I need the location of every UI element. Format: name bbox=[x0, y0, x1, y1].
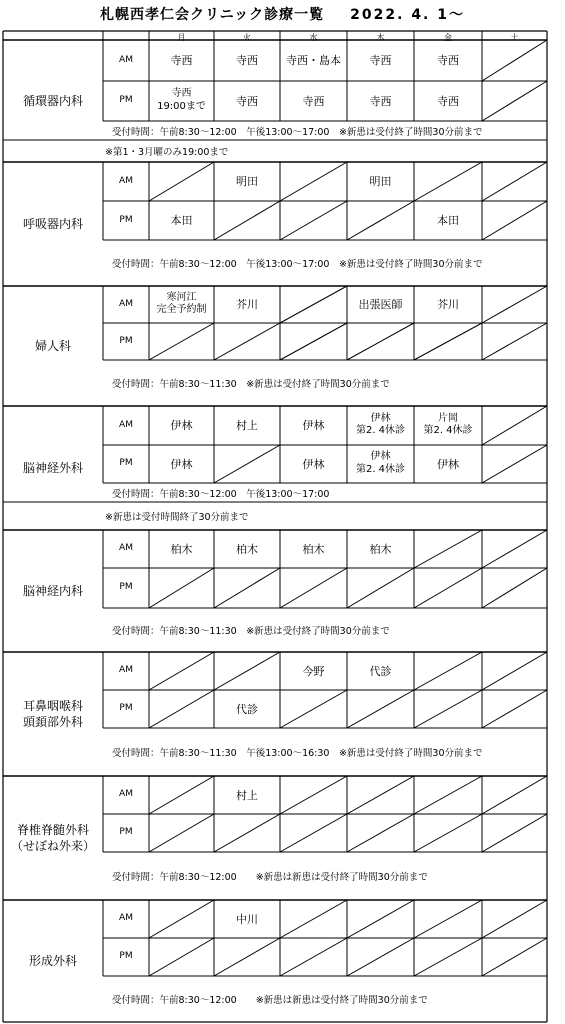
pm-label: PM bbox=[119, 214, 133, 225]
empty-slot-slash bbox=[280, 286, 347, 323]
reception-note: ※第1・3月曜のみ19:00まで bbox=[105, 147, 229, 158]
empty-slot-slash bbox=[482, 201, 547, 240]
empty-slot-slash bbox=[214, 814, 280, 852]
doctor-name: 村上 bbox=[236, 419, 258, 432]
empty-slot-slash bbox=[280, 568, 347, 608]
department-name: 循環器内科 bbox=[22, 94, 83, 108]
empty-slot-slash bbox=[280, 162, 347, 201]
empty-slot-slash bbox=[149, 162, 214, 201]
empty-slot-slash bbox=[414, 938, 482, 976]
empty-slot-slash bbox=[280, 201, 347, 240]
doctor-name: 寺西 bbox=[437, 94, 459, 108]
doctor-name: 寺西 bbox=[236, 94, 258, 108]
department-name: 脳神経外科 bbox=[22, 461, 83, 475]
empty-slot-slash bbox=[347, 938, 414, 976]
weekday-header: 土 bbox=[510, 32, 519, 42]
doctor-name: 柏木 bbox=[369, 542, 392, 556]
doctor-name: 中川 bbox=[236, 912, 258, 926]
am-label: AM bbox=[119, 543, 133, 553]
empty-slot-slash bbox=[414, 162, 482, 201]
reception-note: ※新患は受付時間終了30分前まで bbox=[105, 512, 249, 523]
doctor-name: 伊林 第2. 4休診 bbox=[355, 412, 406, 436]
doctor-name: 村上 bbox=[236, 788, 258, 802]
reception-note: 受付時間：午前8:30～12:00 ※新患は新患は受付終了時間30分前まで bbox=[112, 872, 428, 883]
doctor-name: 代診 bbox=[369, 664, 392, 678]
doctor-name: 伊林 第2. 4休診 bbox=[355, 451, 406, 475]
empty-slot-slash bbox=[482, 652, 547, 690]
reception-note: 受付時間：午前8:30～11:30 ※新患は受付終了時間30分前まで bbox=[112, 379, 390, 390]
empty-slot-slash bbox=[482, 40, 547, 81]
empty-slot-slash bbox=[347, 690, 414, 728]
empty-slot-slash bbox=[280, 814, 347, 852]
doctor-name: 本田 bbox=[437, 214, 459, 227]
empty-slot-slash bbox=[482, 900, 547, 938]
doctor-name: 寒河江 完全予約制 bbox=[156, 291, 207, 315]
doctor-name: 伊林 bbox=[302, 457, 325, 471]
empty-slot-slash bbox=[482, 776, 547, 814]
pm-label: PM bbox=[119, 582, 133, 592]
empty-slot-slash bbox=[149, 652, 214, 690]
department-name: 脳神経内科 bbox=[22, 584, 83, 598]
empty-slot-slash bbox=[280, 938, 347, 976]
empty-slot-slash bbox=[414, 652, 482, 690]
pm-label: PM bbox=[119, 458, 133, 468]
doctor-name: 柏木 bbox=[236, 542, 258, 556]
empty-slot-slash bbox=[482, 81, 547, 121]
empty-slot-slash bbox=[414, 690, 482, 728]
am-label: AM bbox=[119, 175, 133, 186]
empty-slot-slash bbox=[482, 530, 547, 568]
empty-slot-slash bbox=[149, 690, 214, 728]
weekday-header: 木 bbox=[376, 32, 385, 42]
doctor-name: 伊林 bbox=[302, 419, 325, 432]
department-name: 脊椎脊髄外科 （せぼね外来） bbox=[10, 823, 95, 854]
am-label: AM bbox=[119, 665, 133, 675]
doctor-name: 伊林 bbox=[170, 419, 193, 432]
weekday-header: 金 bbox=[444, 32, 452, 42]
doctor-name: 寺西 bbox=[369, 54, 392, 67]
doctor-name: 寺西 bbox=[302, 94, 325, 108]
doctor-name: 代診 bbox=[236, 702, 258, 716]
doctor-name: 片岡 第2. 4休診 bbox=[423, 412, 473, 436]
doctor-name: 寺西・島本 bbox=[286, 54, 341, 67]
doctor-name: 寺西 bbox=[236, 54, 258, 67]
doctor-name: 寺西 bbox=[170, 54, 193, 67]
empty-slot-slash bbox=[214, 652, 280, 690]
empty-slot-slash bbox=[149, 568, 214, 608]
doctor-name: 芥川 bbox=[236, 298, 258, 311]
pm-label: PM bbox=[119, 703, 133, 713]
doctor-name: 本田 bbox=[170, 214, 193, 227]
weekday-header: 水 bbox=[309, 32, 318, 42]
doctor-name: 柏木 bbox=[302, 542, 325, 556]
doctor-name: 寺西 bbox=[369, 94, 392, 108]
empty-slot-slash bbox=[482, 323, 547, 360]
empty-slot-slash bbox=[482, 286, 547, 323]
empty-slot-slash bbox=[214, 323, 280, 360]
empty-slot-slash bbox=[414, 814, 482, 852]
doctor-name: 柏木 bbox=[170, 542, 193, 556]
empty-slot-slash bbox=[414, 776, 482, 814]
empty-slot-slash bbox=[347, 323, 414, 360]
am-label: AM bbox=[119, 298, 133, 309]
empty-slot-slash bbox=[347, 201, 414, 240]
empty-slot-slash bbox=[280, 323, 347, 360]
department-name: 形成外科 bbox=[28, 954, 77, 968]
empty-slot-slash bbox=[482, 814, 547, 852]
empty-slot-slash bbox=[482, 445, 547, 483]
empty-slot-slash bbox=[149, 814, 214, 852]
empty-slot-slash bbox=[214, 568, 280, 608]
empty-slot-slash bbox=[482, 568, 547, 608]
reception-note: 受付時間：午前8:30～12:00 ※新患は新患は受付終了時間30分前まで bbox=[112, 995, 428, 1006]
empty-slot-slash bbox=[482, 938, 547, 976]
reception-note: 受付時間：午前8:30～12:00 午後13:00～17:00 bbox=[112, 488, 330, 500]
empty-slot-slash bbox=[214, 938, 280, 976]
empty-slot-slash bbox=[214, 445, 280, 483]
empty-slot-slash bbox=[414, 323, 482, 360]
empty-slot-slash bbox=[347, 776, 414, 814]
empty-slot-slash bbox=[347, 900, 414, 938]
doctor-name: 伊林 bbox=[437, 457, 459, 471]
pm-label: PM bbox=[119, 95, 133, 105]
empty-slot-slash bbox=[280, 776, 347, 814]
department-name: 呼吸器内科 bbox=[22, 217, 83, 231]
pm-label: PM bbox=[119, 827, 133, 837]
empty-slot-slash bbox=[482, 406, 547, 445]
weekday-header: 火 bbox=[243, 32, 251, 42]
reception-note: 受付時間：午前8:30～11:30 午後13:00～16:30 ※新患は受付終了時間30分前まで bbox=[112, 748, 483, 759]
doctor-name: 明田 bbox=[369, 175, 392, 188]
empty-slot-slash bbox=[214, 201, 280, 240]
department-name: 婦人科 bbox=[34, 339, 71, 353]
doctor-name: 今野 bbox=[302, 664, 325, 678]
empty-slot-slash bbox=[482, 162, 547, 201]
reception-note: 受付時間：午前8:30～12:00 午後13:00～17:00 ※新患は受付終了時間30分前まで bbox=[112, 259, 483, 270]
am-label: AM bbox=[119, 419, 133, 430]
empty-slot-slash bbox=[149, 323, 214, 360]
department-name: 耳鼻咽喉科 頭頚部外科 bbox=[22, 699, 83, 730]
empty-slot-slash bbox=[149, 776, 214, 814]
empty-slot-slash bbox=[347, 568, 414, 608]
reception-note: 受付時間：午前8:30～12:00 午後13:00～17:00 ※新患は受付終了時間30分前まで bbox=[112, 126, 483, 138]
doctor-name: 寺西 19:00まで bbox=[157, 88, 206, 112]
empty-slot-slash bbox=[414, 900, 482, 938]
doctor-name: 芥川 bbox=[437, 298, 459, 311]
doctor-name: 明田 bbox=[236, 175, 258, 188]
empty-slot-slash bbox=[482, 690, 547, 728]
clinic-name: 札幌西孝仁会クリニック診療一覧 bbox=[99, 7, 325, 23]
am-label: AM bbox=[119, 913, 133, 923]
empty-slot-slash bbox=[280, 900, 347, 938]
empty-slot-slash bbox=[414, 568, 482, 608]
empty-slot-slash bbox=[347, 814, 414, 852]
doctor-name: 寺西 bbox=[437, 54, 459, 67]
doctor-name: 伊林 bbox=[170, 457, 193, 471]
reception-note: 受付時間：午前8:30～11:30 ※新患は受付終了時間30分前まで bbox=[112, 626, 390, 637]
empty-slot-slash bbox=[280, 690, 347, 728]
pm-label: PM bbox=[119, 335, 133, 346]
pm-label: PM bbox=[119, 951, 133, 961]
am-label: AM bbox=[119, 789, 133, 799]
doctor-name: 出張医師 bbox=[358, 298, 403, 311]
empty-slot-slash bbox=[149, 938, 214, 976]
empty-slot-slash bbox=[414, 530, 482, 568]
effective-date: 2022. 4. 1～ bbox=[350, 7, 465, 23]
am-label: AM bbox=[119, 54, 133, 65]
empty-slot-slash bbox=[149, 900, 214, 938]
weekday-header: 月 bbox=[177, 32, 186, 42]
